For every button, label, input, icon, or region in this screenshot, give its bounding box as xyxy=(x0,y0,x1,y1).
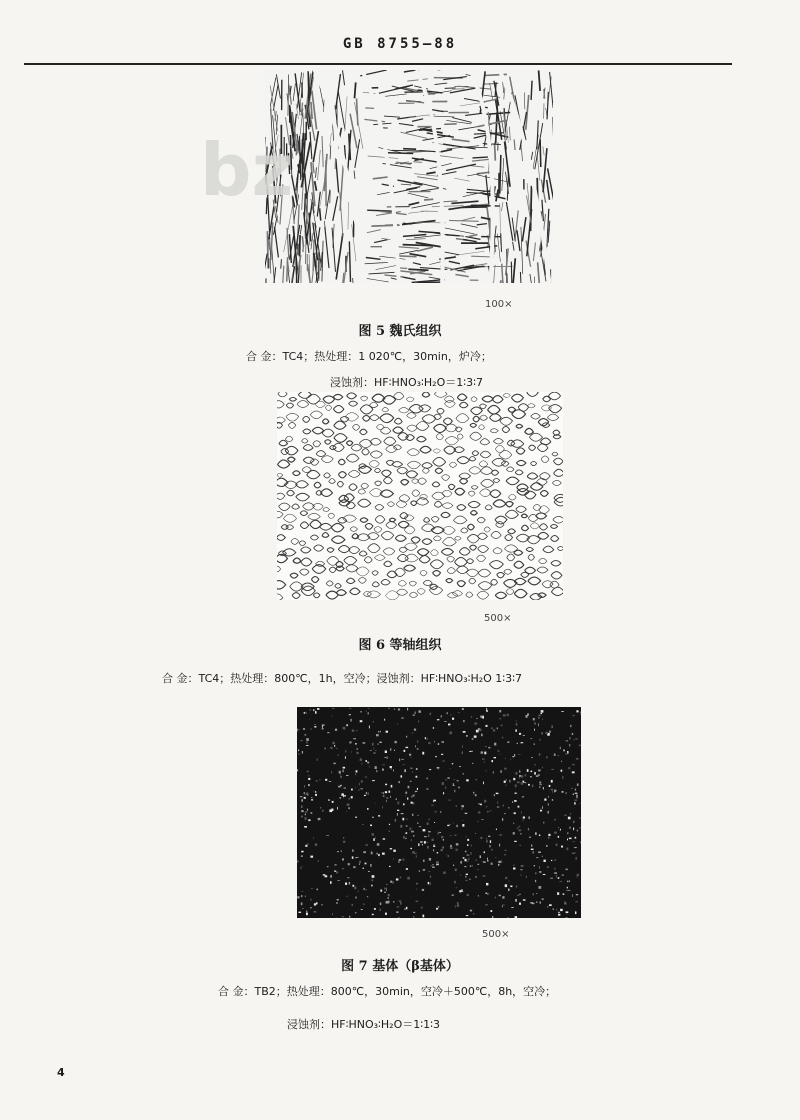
figure-6-magnification: 500× xyxy=(484,613,512,624)
figure-5-etchant-line: 浸蚀剂：HF∶HNO₃∶H₂O＝1∶3∶7 xyxy=(330,376,483,389)
figure-7-caption: 图 7 基体（β基体） xyxy=(341,959,459,974)
figure-5-micrograph xyxy=(265,70,553,283)
watermark: bz xyxy=(200,128,294,212)
figure-7-micrograph xyxy=(297,707,581,918)
standard-number-header: GB 8755—88 xyxy=(342,36,458,52)
figure-7-alloy-line: 合 金：TB2；热处理：800℃，30min，空冷＋500℃，8h，空冷； xyxy=(218,985,557,998)
figure-7-magnification: 500× xyxy=(482,929,510,940)
header-rule xyxy=(24,63,732,65)
figure-6-alloy-line: 合 金：TC4；热处理：800℃，1h，空冷；浸蚀剂：HF∶HNO₃∶H₂O 1∶3∶7 xyxy=(162,672,523,685)
figure-5-magnification: 100× xyxy=(485,299,513,310)
figure-5-alloy-line: 合 金：TC4；热处理：1 020℃，30min，炉冷； xyxy=(246,350,492,363)
figure-5-caption: 图 5 魏氏组织 xyxy=(358,324,442,339)
page-number: 4 xyxy=(57,1066,65,1079)
figure-6-micrograph xyxy=(277,392,563,600)
figure-7-etchant-line: 浸蚀剂：HF∶HNO₃∶H₂O＝1∶1∶3 xyxy=(287,1018,440,1031)
figure-6-caption: 图 6 等轴组织 xyxy=(358,638,442,653)
